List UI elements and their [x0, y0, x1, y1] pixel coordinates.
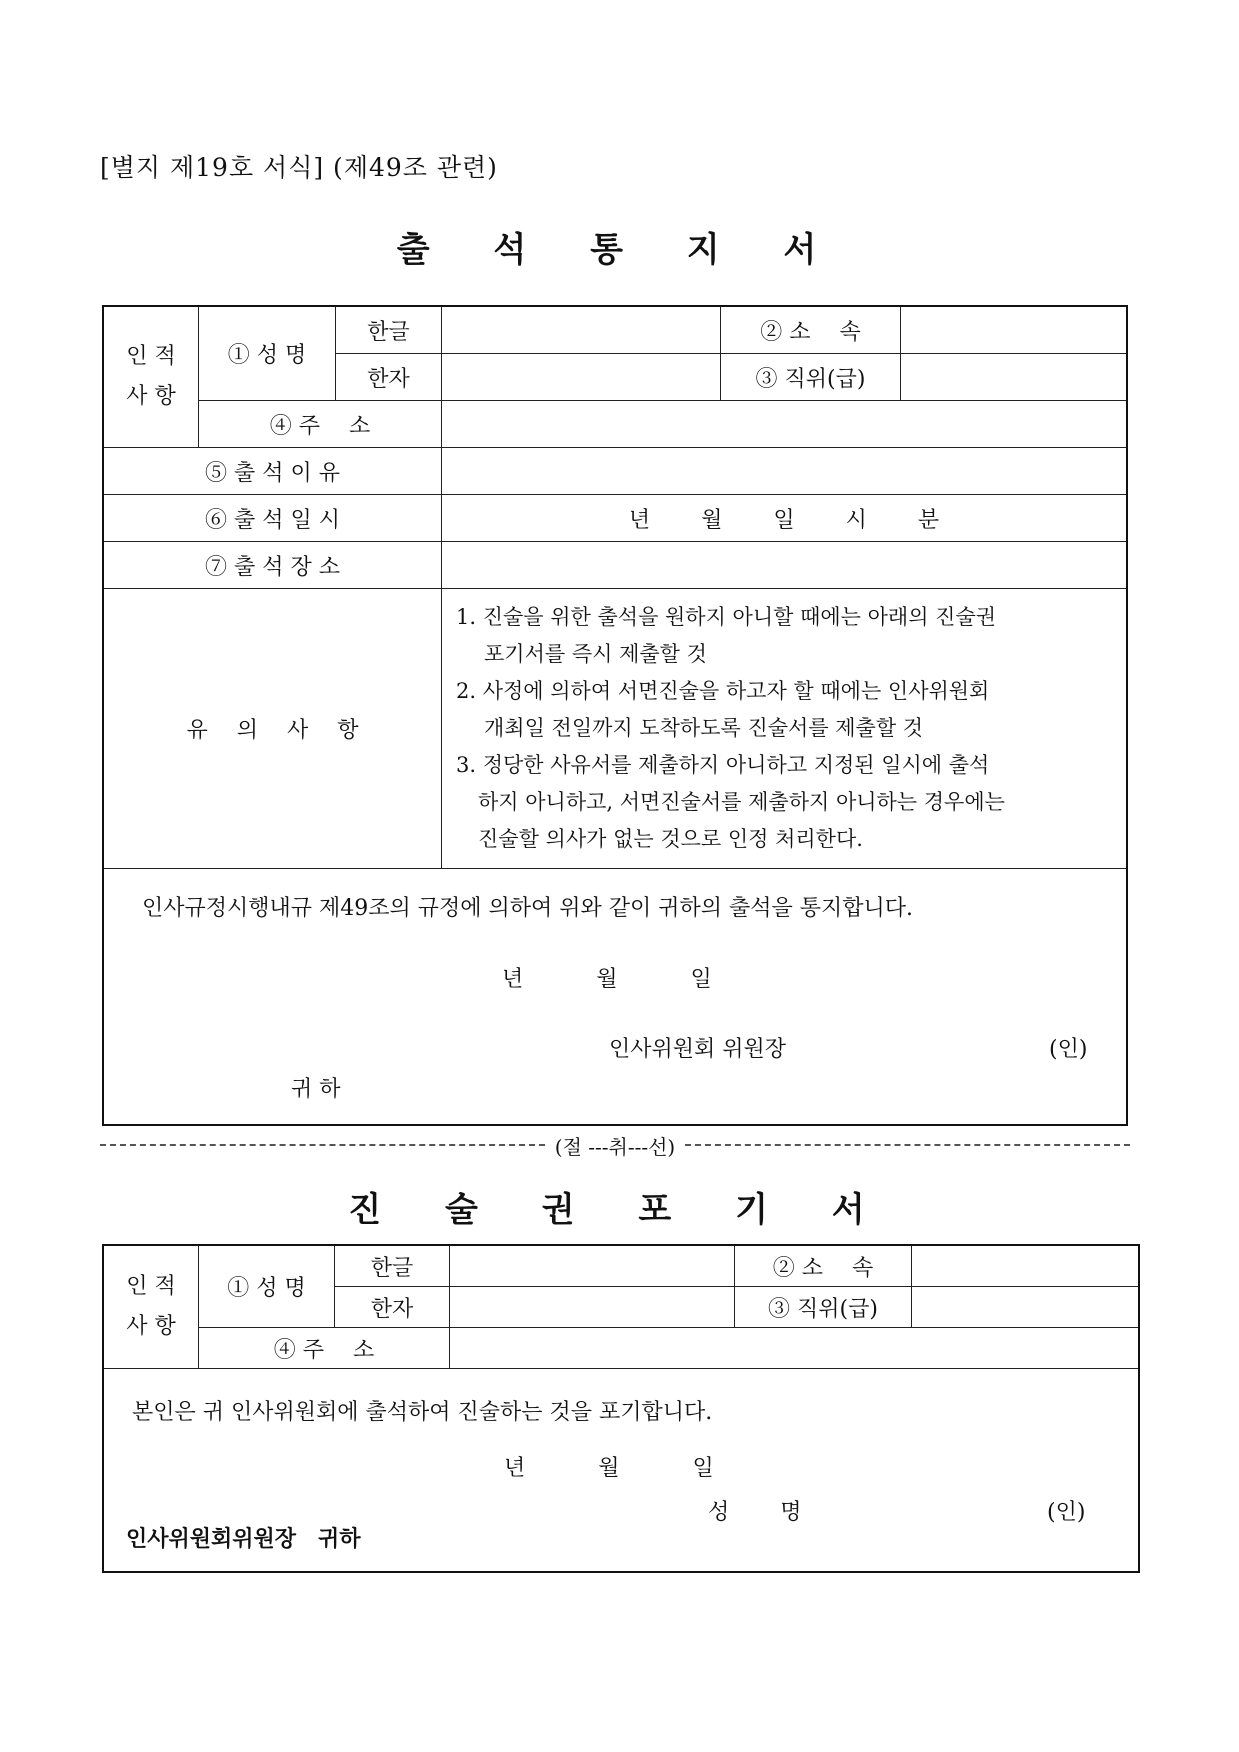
affiliation-label: ② 소 속 — [721, 307, 901, 354]
waiver-hanja-label: 한자 — [335, 1287, 450, 1328]
caution-item: 포기서를 즉시 제출할 것 — [484, 642, 707, 666]
cut-line-dash — [685, 1144, 1130, 1146]
waiver-table — [103, 1245, 1139, 1572]
position-field[interactable] — [901, 354, 1127, 401]
notice-signer: 인사위원회 위원장 — [609, 1037, 787, 1062]
affiliation-field[interactable] — [901, 307, 1127, 354]
cautions-label: 유 의 사 항 — [104, 589, 442, 869]
waiver-position-field[interactable] — [912, 1287, 1139, 1328]
datetime-field[interactable]: 년 월 일 시 분 — [442, 495, 1127, 542]
caution-item: 개최일 전일까지 도착하도록 진술서를 제출할 것 — [484, 716, 924, 740]
caution-item: 진술할 의사가 없는 것으로 인정 처리한다. — [478, 827, 863, 851]
waiver-personal-info-label: 인 적 사 항 — [104, 1246, 199, 1369]
hangul-label: 한글 — [336, 307, 442, 354]
datetime-label: ⑥ 출 석 일 시 — [104, 495, 442, 542]
notice-date-line: 년 월 일 — [502, 967, 712, 992]
notice-addressee: 귀 하 — [291, 1077, 341, 1102]
waiver-hangul-label: 한글 — [335, 1246, 450, 1287]
cautions-list — [442, 589, 1127, 869]
waiver-address-label: ④ 주 소 — [199, 1328, 450, 1369]
caution-item: 1. 진술을 위한 출석을 원하지 아니할 때에는 아래의 진술권 — [456, 605, 997, 629]
notice-seal: (인) — [1049, 1037, 1088, 1062]
personal-info-label: 인 적 사 항 — [104, 307, 199, 448]
address-field[interactable] — [442, 401, 1127, 448]
hanja-name-field[interactable] — [442, 354, 721, 401]
caution-item: 하지 아니하고, 서면진술서를 제출하지 아니하는 경우에는 — [478, 790, 1005, 814]
cut-line-label: (절 ---취---선) — [554, 1134, 676, 1159]
waiver-name-label: ① 성 명 — [199, 1246, 335, 1328]
waiver-name-sign: 성 명 — [708, 1500, 802, 1525]
reason-label: ⑤ 출 석 이 유 — [104, 448, 442, 495]
cut-line — [100, 1130, 1130, 1160]
waiver-hangul-name-field[interactable] — [450, 1246, 735, 1287]
form-header: [별지 제19호 서식] (제49조 관련) — [100, 153, 498, 182]
name-label: ① 성 명 — [199, 307, 336, 401]
caution-item: 3. 정당한 사유서를 제출하지 아니하고 지정된 일시에 출석 — [456, 753, 990, 777]
place-label: ⑦ 출 석 장 소 — [104, 542, 442, 589]
cut-line-dash — [100, 1144, 545, 1146]
waiver-date-line: 년 월 일 — [504, 1456, 714, 1481]
waiver-affiliation-label: ② 소 속 — [735, 1246, 912, 1287]
waiver-position-label: ③ 직위(급) — [735, 1287, 912, 1328]
hangul-name-field[interactable] — [442, 307, 721, 354]
notice-statement-box — [104, 869, 1127, 1125]
hanja-label: 한자 — [336, 354, 442, 401]
waiver-title: 진 술 권 포 기 서 — [348, 1190, 891, 1230]
position-label: ③ 직위(급) — [721, 354, 901, 401]
waiver-hanja-name-field[interactable] — [450, 1287, 735, 1328]
place-field[interactable] — [442, 542, 1127, 589]
waiver-statement: 본인은 귀 인사위원회에 출석하여 진술하는 것을 포기합니다. — [132, 1400, 713, 1425]
waiver-seal: (인) — [1047, 1500, 1086, 1525]
reason-field[interactable] — [442, 448, 1127, 495]
waiver-statement-box — [104, 1369, 1139, 1572]
caution-item: 2. 사정에 의하여 서면진술을 하고자 할 때에는 인사위원회 — [456, 679, 990, 703]
notice-table — [103, 306, 1127, 1125]
notice-statement: 인사규정시행내규 제49조의 규정에 의하여 위와 같이 귀하의 출석을 통지합니다. — [142, 896, 913, 921]
waiver-affiliation-field[interactable] — [912, 1246, 1139, 1287]
waiver-addressee: 인사위원회위원장 귀하 — [126, 1526, 361, 1552]
address-label: ④ 주 소 — [199, 401, 442, 448]
waiver-address-field[interactable] — [450, 1328, 1139, 1369]
notice-title: 출 석 통 지 서 — [396, 230, 843, 270]
